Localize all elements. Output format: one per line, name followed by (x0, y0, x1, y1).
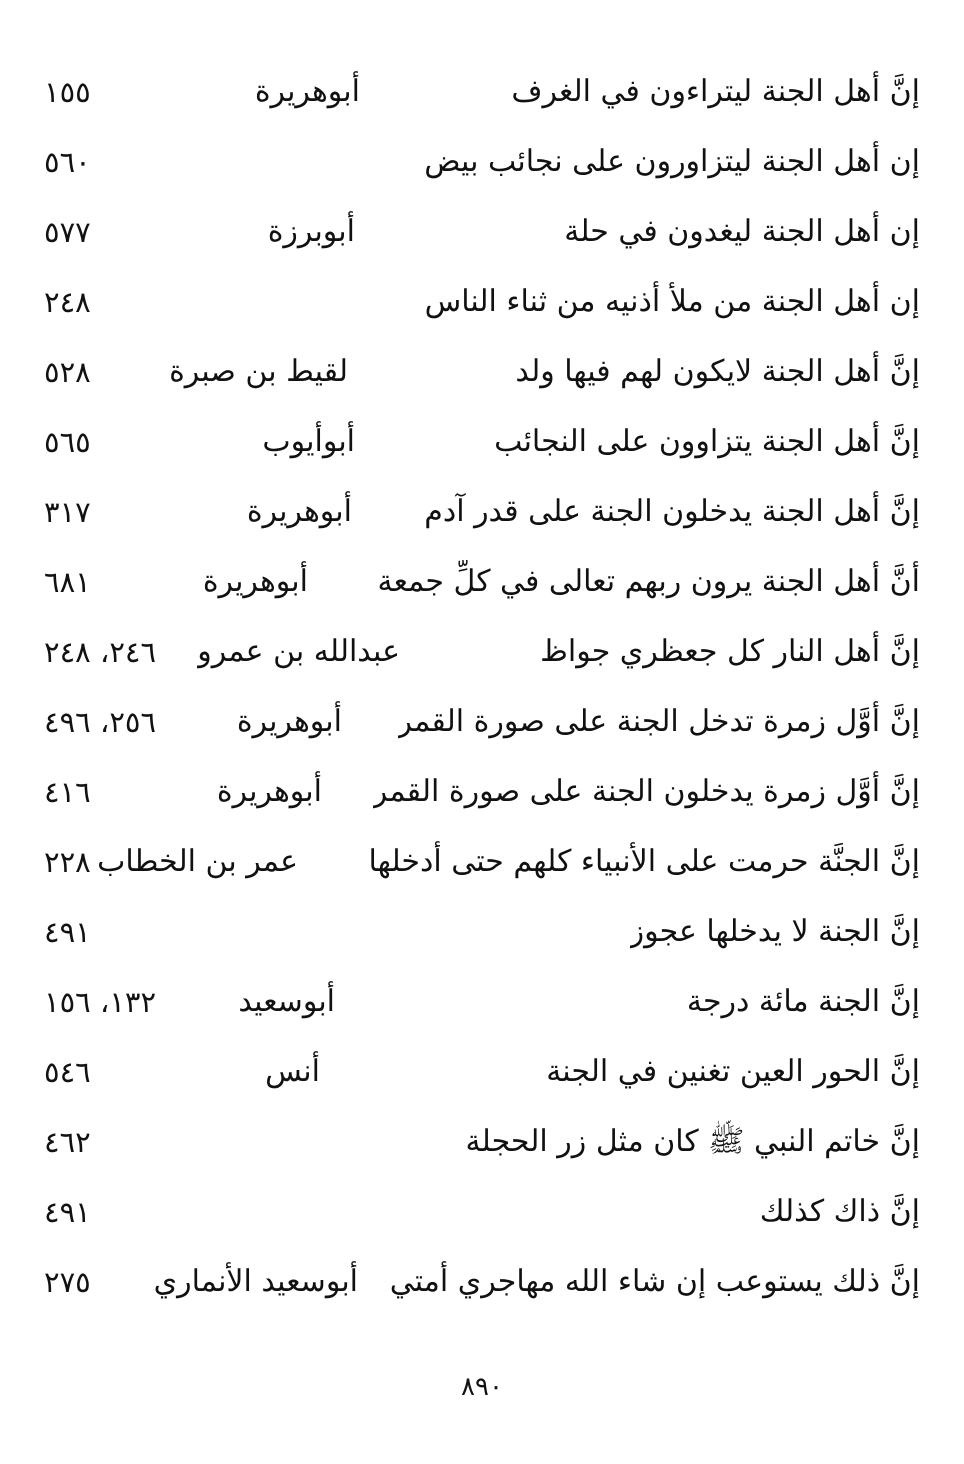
hadith-text: أنَّ أهل الجنة يرون ربهم تعالى في كلِّ جمعة (377, 564, 920, 599)
page-references: ٢٢٨ (44, 845, 91, 879)
narrator-name: عمر بن الخطاب (97, 844, 298, 879)
hadith-text: إنَّ الحور العين تغنين في الجنة (546, 1054, 920, 1089)
index-entry (44, 128, 920, 198)
index-entry (44, 1038, 920, 1108)
index-entry (44, 198, 920, 268)
narrator-name: أبوهريرة (246, 494, 352, 529)
narrator-name: أبوهريرة (202, 564, 308, 599)
hadith-text: إنَّ أوَّل زمرة يدخلون الجنة على صورة القمر (372, 774, 920, 809)
hadith-text: إنَّ أهل الجنة لايكون لهم فيها ولد (515, 354, 920, 389)
page-references: ٤٦٢ (44, 1125, 91, 1159)
hadith-text: إنَّ أهل الجنة يدخلون الجنة على قدر آدم (424, 494, 920, 529)
index-entry (44, 478, 920, 548)
hadith-text: إنَّ أهل الجنة يتزاوون على النجائب (494, 424, 920, 459)
narrator-name: عبدالله بن عمرو (197, 634, 400, 669)
page-references: ٥٧٧ (44, 215, 91, 249)
page-references: ٦٨١ (44, 565, 91, 599)
index-entry (44, 338, 920, 408)
page-references: ٢٥٦، ٤٩٦ (44, 705, 157, 739)
page-references: ٣١٧ (44, 495, 91, 529)
page-references: ٥٢٨ (44, 355, 91, 389)
narrator-name: أبوبرزة (267, 214, 355, 249)
index-entry (44, 268, 920, 338)
narrator-name: أبوأيوب (262, 424, 355, 459)
narrator-name: أبوسعيد (238, 984, 335, 1019)
narrator-name: أنس (265, 1054, 320, 1089)
index-entry (44, 688, 920, 758)
page-references: ١٥٥ (44, 75, 91, 109)
hadith-text: إنَّ الجنة مائة درجة (686, 984, 920, 1019)
page-number: ٨٩٠ (461, 1372, 503, 1402)
index-entry (44, 1248, 920, 1318)
page-references: ٤٩١ (44, 915, 91, 949)
index-entry (44, 1108, 920, 1178)
index-entry (44, 408, 920, 478)
narrator-name: أبوسعيد الأنماري (153, 1264, 358, 1299)
narrator-name: أبوهريرة (236, 704, 342, 739)
page-references: ٢٤٦، ٢٤٨ (44, 635, 157, 669)
page-references: ١٣٢، ١٥٦ (44, 985, 157, 1019)
page-references: ٥٦٠ (44, 145, 91, 179)
index-entry (44, 968, 920, 1038)
hadith-text: إنَّ أهل النار كل جعظري جواظ (540, 634, 920, 669)
hadith-text: إنَّ الجنَّة حرمت على الأنبياء كلهم حتى أدخلها (368, 844, 920, 879)
page-references: ٤٩١ (44, 1195, 91, 1229)
index-entry (44, 1178, 920, 1248)
hadith-text: إنَّ ذاك كذلك (759, 1194, 920, 1229)
index-entry (44, 898, 920, 968)
hadith-text: إنَّ ذلك يستوعب إن شاء الله مهاجري أمتي (389, 1264, 920, 1299)
hadith-text: إن أهل الجنة من ملأ أذنيه من ثناء الناس (424, 284, 920, 319)
hadith-text: إنَّ الجنة لا يدخلها عجوز (629, 914, 920, 949)
narrator-name: أبوهريرة (216, 774, 322, 809)
index-entry (44, 758, 920, 828)
page-references: ٢٧٥ (44, 1265, 91, 1299)
page-references: ٥٤٦ (44, 1055, 91, 1089)
index-entry (44, 58, 920, 128)
hadith-index-list (44, 58, 920, 1318)
hadith-text: إن أهل الجنة ليغدون في حلة (564, 214, 920, 249)
index-entry (44, 548, 920, 618)
hadith-text: إنَّ أهل الجنة ليتراءون في الغرف (511, 74, 920, 109)
narrator-name: لقيط بن صبرة (169, 354, 348, 389)
index-entry (44, 828, 920, 898)
hadith-text: إنَّ أوَّل زمرة تدخل الجنة على صورة القمر (397, 704, 920, 739)
hadith-text: إن أهل الجنة ليتزاورون على نجائب بيض (424, 144, 920, 179)
page-references: ٥٦٥ (44, 425, 91, 459)
index-entry (44, 618, 920, 688)
narrator-name: أبوهريرة (254, 74, 360, 109)
page-references: ٤١٦ (44, 775, 91, 809)
hadith-text: إنَّ خاتم النبي ﷺ كان مثل زر الحجلة (465, 1124, 920, 1159)
page-references: ٢٤٨ (44, 285, 91, 319)
